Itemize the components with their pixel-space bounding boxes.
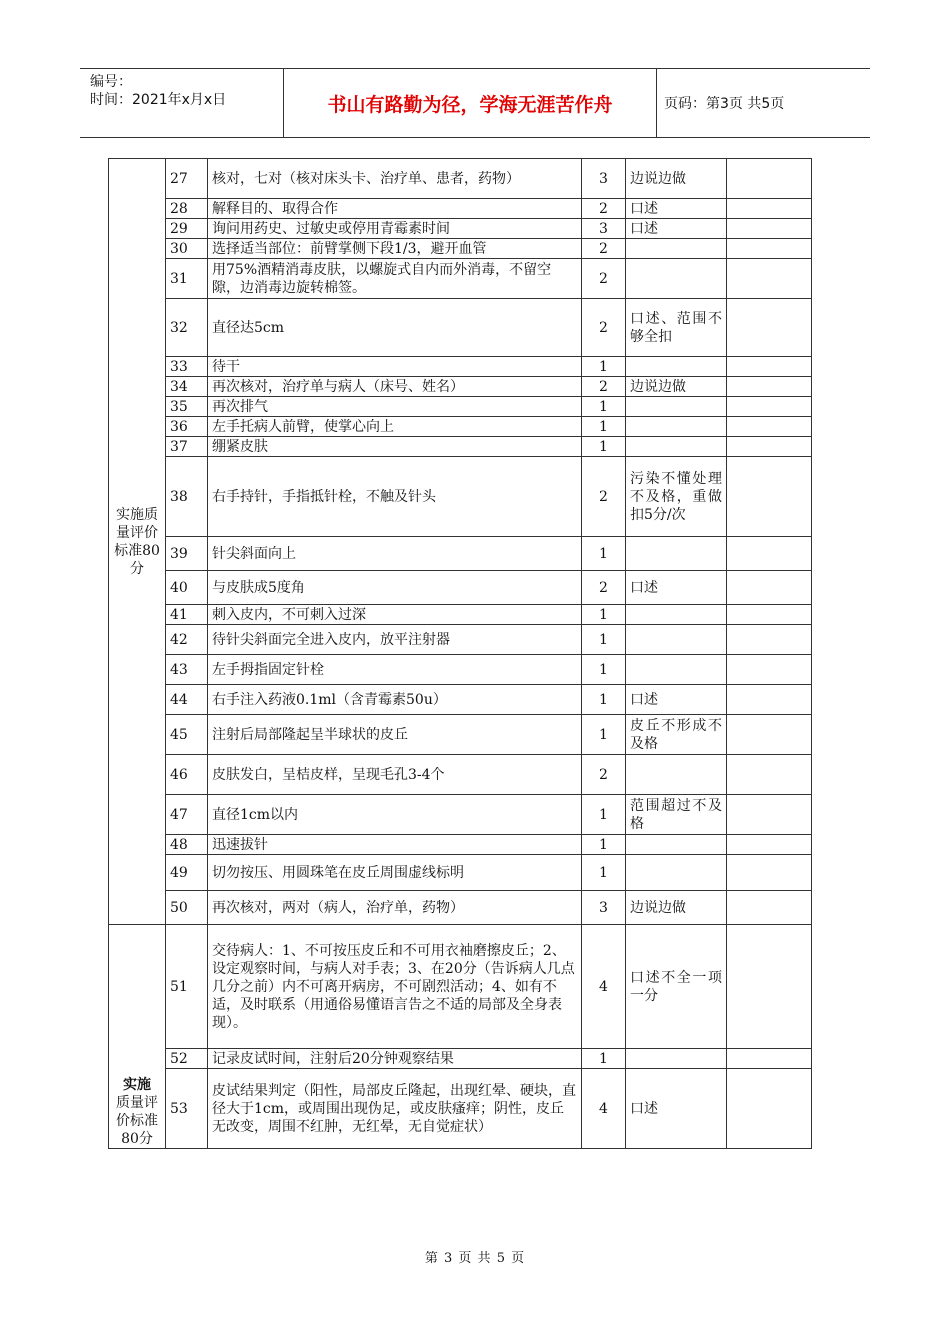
item-blank — [727, 239, 812, 259]
item-number: 34 — [166, 377, 208, 397]
item-remark: 边说边做 — [626, 891, 727, 925]
item-remark — [626, 755, 727, 795]
item-number: 49 — [166, 855, 208, 891]
item-remark — [626, 259, 727, 299]
item-content: 切勿按压、用圆珠笔在皮丘周围虚线标明 — [208, 855, 582, 891]
item-number: 52 — [166, 1049, 208, 1069]
item-blank — [727, 457, 812, 537]
item-score: 1 — [582, 357, 626, 377]
item-remark — [626, 1049, 727, 1069]
item-score: 1 — [582, 397, 626, 417]
item-content: 绷紧皮肤 — [208, 437, 582, 457]
item-score: 1 — [582, 685, 626, 715]
item-remark — [626, 397, 727, 417]
item-remark: 口述 — [626, 571, 727, 605]
item-number: 43 — [166, 655, 208, 685]
item-blank — [727, 537, 812, 571]
item-blank — [727, 835, 812, 855]
item-blank — [727, 755, 812, 795]
item-content: 解释目的、取得合作 — [208, 199, 582, 219]
item-content: 注射后局部隆起呈半球状的皮丘 — [208, 715, 582, 755]
item-blank — [727, 655, 812, 685]
table-row — [109, 397, 812, 417]
item-content: 皮肤发白，呈桔皮样，呈现毛孔3-4个 — [208, 755, 582, 795]
item-remark — [626, 437, 727, 457]
item-content: 针尖斜面向上 — [208, 537, 582, 571]
item-remark — [626, 239, 727, 259]
item-score: 1 — [582, 625, 626, 655]
item-score: 2 — [582, 377, 626, 397]
item-number: 31 — [166, 259, 208, 299]
table-row — [109, 457, 812, 537]
item-blank — [727, 199, 812, 219]
section-label-bold: 实施 — [123, 1077, 151, 1093]
item-remark — [626, 605, 727, 625]
table-row — [109, 795, 812, 835]
section-label: 实施质量评价标准80分 — [109, 159, 166, 925]
item-blank — [727, 795, 812, 835]
header-page-info: 页码：第3页 共5页 — [664, 96, 785, 112]
item-content: 直径达5cm — [208, 299, 582, 357]
item-content: 再次核对，两对（病人，治疗单，药物） — [208, 891, 582, 925]
item-content: 用75%酒精消毒皮肤，以螺旋式自内而外消毒，不留空隙，边消毒边旋转棉签。 — [208, 259, 582, 299]
item-number: 45 — [166, 715, 208, 755]
item-content: 左手拇指固定针栓 — [208, 655, 582, 685]
item-score: 1 — [582, 417, 626, 437]
table-row — [109, 1069, 812, 1149]
item-number: 37 — [166, 437, 208, 457]
item-blank — [727, 855, 812, 891]
item-blank — [727, 685, 812, 715]
item-content: 左手托病人前臂，使掌心向上 — [208, 417, 582, 437]
item-remark — [626, 855, 727, 891]
item-number: 51 — [166, 925, 208, 1049]
item-remark — [626, 357, 727, 377]
item-blank — [727, 1069, 812, 1149]
item-content: 右手注入药液0.1ml（含青霉素50u） — [208, 685, 582, 715]
item-content: 迅速拔针 — [208, 835, 582, 855]
item-remark: 边说边做 — [626, 159, 727, 199]
item-content: 待针尖斜面完全进入皮内，放平注射器 — [208, 625, 582, 655]
item-score: 1 — [582, 855, 626, 891]
table-row — [109, 571, 812, 605]
table-row — [109, 377, 812, 397]
item-score: 2 — [582, 199, 626, 219]
item-number: 30 — [166, 239, 208, 259]
item-number: 48 — [166, 835, 208, 855]
item-number: 38 — [166, 457, 208, 537]
item-remark — [626, 417, 727, 437]
table-row — [109, 715, 812, 755]
item-number: 40 — [166, 571, 208, 605]
document-code-label: 编号： — [90, 74, 132, 90]
item-score: 2 — [582, 571, 626, 605]
item-remark — [626, 537, 727, 571]
item-remark: 范围超过不及格 — [626, 795, 727, 835]
item-score: 3 — [582, 219, 626, 239]
item-number: 29 — [166, 219, 208, 239]
item-number: 47 — [166, 795, 208, 835]
table-row — [109, 199, 812, 219]
table-row — [109, 437, 812, 457]
item-remark — [626, 655, 727, 685]
table-row — [109, 855, 812, 891]
table-row — [109, 159, 812, 199]
table-row — [109, 1049, 812, 1069]
item-score: 2 — [582, 299, 626, 357]
table-row — [109, 299, 812, 357]
item-content: 选择适当部位：前臂掌侧下段1/3，避开血管 — [208, 239, 582, 259]
item-number: 36 — [166, 417, 208, 437]
item-remark: 边说边做 — [626, 377, 727, 397]
item-number: 42 — [166, 625, 208, 655]
item-blank — [727, 605, 812, 625]
item-blank — [727, 377, 812, 397]
item-blank — [727, 159, 812, 199]
item-remark: 口述 — [626, 199, 727, 219]
item-number: 33 — [166, 357, 208, 377]
page-header — [80, 68, 870, 138]
item-score: 3 — [582, 891, 626, 925]
table-row — [109, 605, 812, 625]
item-blank — [727, 625, 812, 655]
item-content: 右手持针，手指抵针栓，不触及针头 — [208, 457, 582, 537]
item-score: 1 — [582, 1049, 626, 1069]
item-content: 再次核对，治疗单与病人（床号、姓名） — [208, 377, 582, 397]
item-score: 2 — [582, 755, 626, 795]
item-blank — [727, 417, 812, 437]
item-score: 3 — [582, 159, 626, 199]
item-remark: 污染不懂处理不及格，重做扣5分/次 — [626, 457, 727, 537]
item-blank — [727, 891, 812, 925]
item-blank — [727, 1049, 812, 1069]
evaluation-table — [108, 158, 812, 1149]
table-row — [109, 685, 812, 715]
item-score: 1 — [582, 437, 626, 457]
item-number: 35 — [166, 397, 208, 417]
item-number: 41 — [166, 605, 208, 625]
table-row — [109, 259, 812, 299]
item-score: 2 — [582, 259, 626, 299]
item-content: 与皮肤成5度角 — [208, 571, 582, 605]
item-remark — [626, 835, 727, 855]
item-content: 记录皮试时间，注射后20分钟观察结果 — [208, 1049, 582, 1069]
table-row — [109, 219, 812, 239]
table-row — [109, 625, 812, 655]
item-score: 4 — [582, 1069, 626, 1149]
item-remark: 口述 — [626, 219, 727, 239]
item-blank — [727, 397, 812, 417]
item-blank — [727, 299, 812, 357]
table-row — [109, 891, 812, 925]
section-label-rest: 质量评价标准80分 — [116, 1095, 158, 1147]
item-blank — [727, 357, 812, 377]
item-remark: 口述不全一项一分 — [626, 925, 727, 1049]
item-score: 1 — [582, 835, 626, 855]
item-number: 50 — [166, 891, 208, 925]
item-content: 询问用药史、过敏史或停用青霉素时间 — [208, 219, 582, 239]
document-date: 时间：2021年x月x日 — [90, 92, 227, 108]
item-number: 32 — [166, 299, 208, 357]
item-number: 28 — [166, 199, 208, 219]
item-blank — [727, 715, 812, 755]
item-content: 核对，七对（核对床头卡、治疗单、患者，药物） — [208, 159, 582, 199]
item-content: 皮试结果判定（阳性，局部皮丘隆起，出现红晕、硬块，直径大于1cm，或周围出现伪足，或皮肤瘙痒；阴性，皮丘无改变，周围不红肿，无红晕，无自觉症状） — [208, 1069, 582, 1149]
header-motto: 书山有路勤为径，学海无涯苦作舟 — [283, 69, 657, 137]
item-score: 1 — [582, 715, 626, 755]
item-score: 2 — [582, 457, 626, 537]
item-content: 交待病人：1、不可按压皮丘和不可用衣袖磨擦皮丘；2、设定观察时间，与病人对手表；3、在20分（告诉病人几点几分之前）内不可离开病房，不可剧烈活动；4、如有不适，及时联系（用通俗易懂语言告之不适的局部及全身表现）。 — [208, 925, 582, 1049]
item-remark: 口述、范围不够全扣 — [626, 299, 727, 357]
table-row — [109, 835, 812, 855]
table-row — [109, 239, 812, 259]
item-blank — [727, 259, 812, 299]
table-row — [109, 357, 812, 377]
item-number: 46 — [166, 755, 208, 795]
item-number: 53 — [166, 1069, 208, 1149]
item-content: 直径1cm以内 — [208, 795, 582, 835]
table-row — [109, 925, 812, 1049]
item-content: 刺入皮内，不可刺入过深 — [208, 605, 582, 625]
item-number: 44 — [166, 685, 208, 715]
item-score: 1 — [582, 795, 626, 835]
item-blank — [727, 437, 812, 457]
item-blank — [727, 925, 812, 1049]
table-row — [109, 655, 812, 685]
item-remark: 口述 — [626, 1069, 727, 1149]
item-remark: 口述 — [626, 685, 727, 715]
item-score: 1 — [582, 655, 626, 685]
item-content: 待干 — [208, 357, 582, 377]
item-blank — [727, 571, 812, 605]
item-number: 27 — [166, 159, 208, 199]
table-row — [109, 417, 812, 437]
item-blank — [727, 219, 812, 239]
item-number: 39 — [166, 537, 208, 571]
table-row — [109, 755, 812, 795]
item-score: 2 — [582, 239, 626, 259]
table-row — [109, 537, 812, 571]
header-meta — [80, 69, 283, 137]
section-label-2 — [109, 925, 166, 1149]
item-content: 再次排气 — [208, 397, 582, 417]
item-score: 1 — [582, 605, 626, 625]
evaluation-table-body — [109, 159, 812, 1149]
item-score: 4 — [582, 925, 626, 1049]
page-footer: 第 3 页 共 5 页 — [424, 1251, 526, 1266]
item-remark: 皮丘不形成不及格 — [626, 715, 727, 755]
item-remark — [626, 625, 727, 655]
item-score: 1 — [582, 537, 626, 571]
